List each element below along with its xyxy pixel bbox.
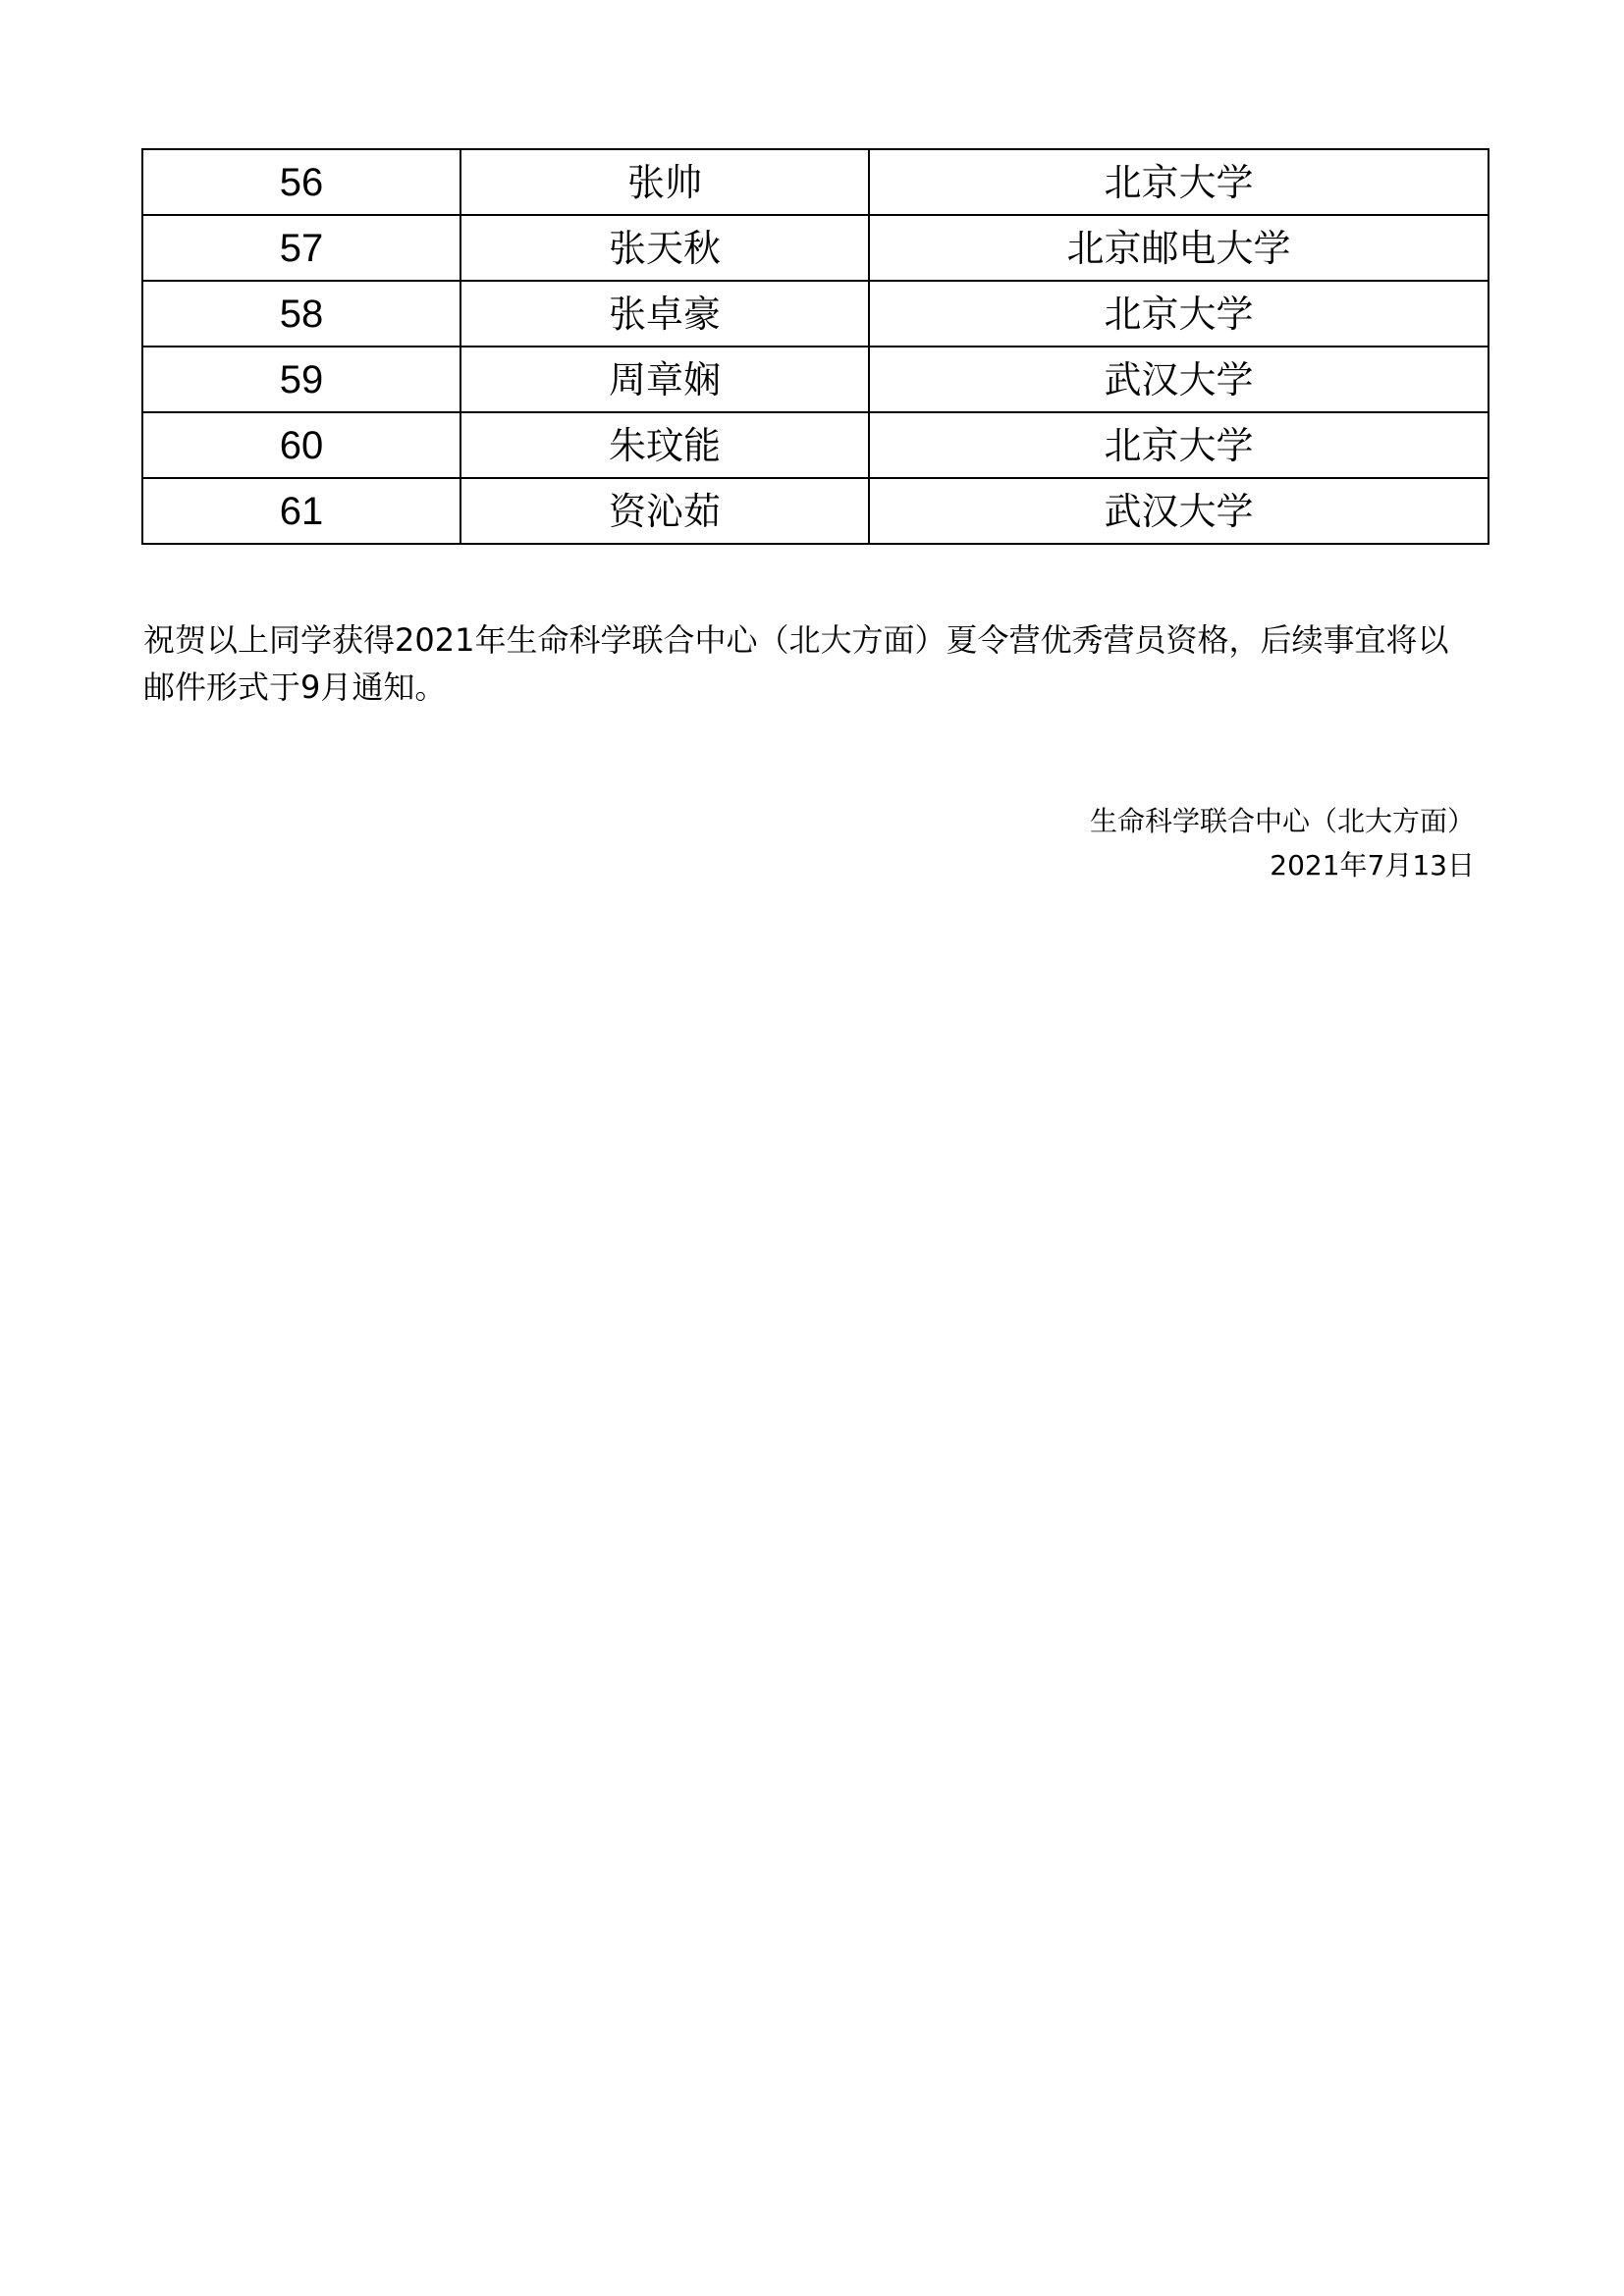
signature-block	[1090, 799, 1475, 887]
table-row	[142, 281, 1489, 347]
congratulation-notice: 祝贺以上同学获得2021年生命科学联合中心（北大方面）夏令营优秀营员资格，后续事宜将以邮件形式于9月通知。	[143, 621, 1449, 706]
university: 北京邮电大学	[869, 215, 1489, 281]
table-row	[142, 412, 1489, 478]
student-name: 张帅	[460, 149, 869, 215]
student-name: 资沁茹	[460, 478, 869, 544]
signature-date: 2021年7月13日	[1270, 849, 1475, 881]
table-row	[142, 478, 1489, 544]
row-number: 58	[142, 281, 460, 347]
signature-organization: 生命科学联合中心（北大方面）	[1089, 805, 1475, 837]
university: 北京大学	[869, 412, 1489, 478]
student-name: 张天秋	[460, 215, 869, 281]
table-row	[142, 149, 1489, 215]
university: 武汉大学	[869, 347, 1489, 412]
results-table	[141, 148, 1489, 545]
table-row	[142, 347, 1489, 412]
university: 北京大学	[869, 149, 1489, 215]
row-number: 59	[142, 347, 460, 412]
student-name: 周章娴	[460, 347, 869, 412]
student-name: 朱玟能	[460, 412, 869, 478]
student-name: 张卓豪	[460, 281, 869, 347]
university: 北京大学	[869, 281, 1489, 347]
row-number: 57	[142, 215, 460, 281]
row-number: 56	[142, 149, 460, 215]
row-number: 60	[142, 412, 460, 478]
row-number: 61	[142, 478, 460, 544]
table-row	[142, 215, 1489, 281]
university: 武汉大学	[869, 478, 1489, 544]
